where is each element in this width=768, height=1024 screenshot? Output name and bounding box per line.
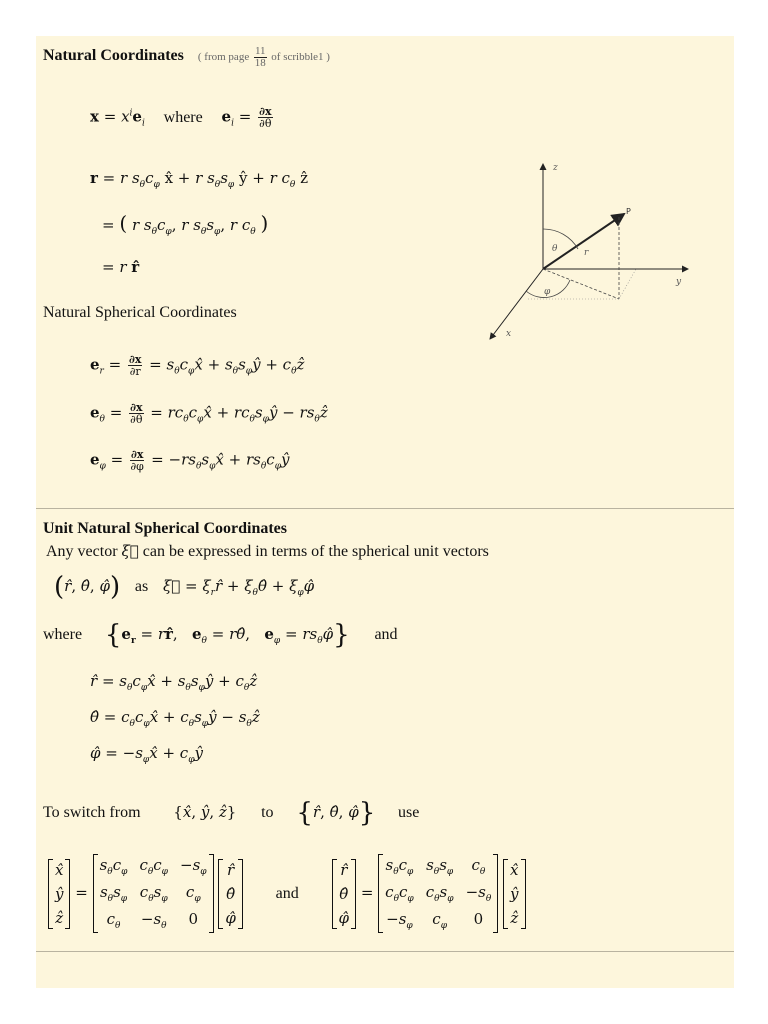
source-note-prefix: ( from page [197, 51, 250, 64]
basis-relation: where {$e_r$ = rr̂, $e_\theta$ = rθ̂, $e_\varphi$ = $rs_\theta\varphî$} and [43, 620, 398, 650]
eq1-fraction [258, 106, 272, 129]
rotation-matrix-1: $s_\theta c_\varphi$ $c_\theta c_\varphi$ $-s_\varphi$ $s_\theta s_\varphi$ $c_\theta s_\varphi$ $c_\varphi$ $c_\theta$ $-s_\theta$ 0 [93, 854, 214, 933]
eq1-sup: i [129, 108, 133, 119]
theta-arc [543, 229, 578, 249]
eq1-where: where [163, 108, 203, 126]
y-label: y [676, 277, 682, 287]
intro-b: can be expressed in terms of the spherical unit vectors [142, 543, 489, 560]
cartesian-vector-2: x̂ ŷ ẑ [503, 859, 525, 929]
equation-r-line2: = ( r $s_\theta c_\varphi$, r $s_\theta s_\varphi$, r $c_\theta$ ) [102, 211, 269, 237]
use-word: use [398, 804, 420, 821]
page-title: Natural Coordinates [43, 47, 184, 65]
unit-vectors-as: (r̂, θ̂, φ̂) as ξ⃗ = $\xi_rr̂$ + $\xi_\theta\thetâ$ + $\xi_\varphi\varphî$ [54, 572, 315, 602]
etheta-den: ∂θ [130, 413, 143, 426]
eq1-den: ∂θ [259, 117, 272, 130]
source-note-suffix: of scribble1 ) [271, 51, 330, 64]
page-title-row [43, 46, 330, 69]
position-vector [543, 214, 624, 269]
spherical-coordinate-diagram [476, 156, 696, 346]
er-fraction [128, 354, 142, 377]
page-den: 18 [254, 57, 266, 69]
section-unit-spherical-title: Unit Natural Spherical Coordinates [43, 520, 287, 537]
equation-thetahat: θ̂ = $c_\theta c_\varphi x̂$ + $c_\theta s_\varphi ŷ$ − $s_\theta ẑ$ [90, 708, 260, 729]
and-word: and [374, 626, 398, 643]
divider-1 [36, 508, 734, 509]
rotation-matrix-2: $s_\theta c_\varphi$ $s_\theta s_\varphi$ $c_\theta$ $c_\theta c_\varphi$ $c_\theta s_\varphi$ $-s_\theta$ $-s_\varphi$ $c_\varphi$ 0 [378, 854, 498, 933]
document-page [36, 36, 734, 988]
intro-a: Any vector [46, 543, 118, 560]
where-word: where [43, 626, 83, 643]
projection-radial [543, 269, 619, 299]
equation-er: $e_r$ = $\frac{\partial x}{\partial r}$ = $s_\theta c_\varphi x̂$ + $s_\theta s_\varphi ŷ$ + $c_\theta ẑ$ [90, 353, 305, 378]
x-label: x [506, 329, 512, 339]
projection-y [619, 269, 636, 299]
point-label: P [626, 207, 631, 216]
equation-r-line1: r = r $s_\theta c_\varphi$ x̂ + r $s_\theta s_\varphi$ ŷ + r $c_\theta$ ẑ [90, 169, 309, 190]
spherical-vector-2: r̂ θ̂ φ̂ [332, 859, 357, 929]
er-den: ∂r [129, 365, 141, 378]
equation-r-line3: = r r̂ [102, 258, 140, 276]
eq1-num: ∂x [259, 105, 272, 118]
source-note [197, 45, 330, 69]
equation-etheta: $e_\theta$ = $\frac{\partial x}{\partial\theta}$ = $rc_\theta c_\varphi x̂$ + $rc_\theta s_\varphi ŷ$ − $rs_\theta ẑ$ [90, 401, 328, 426]
as-word: as [134, 578, 149, 595]
and-word-2: and [275, 884, 299, 902]
page-fraction [254, 46, 267, 69]
ephi-den: ∂φ [130, 460, 144, 473]
equation-rhat: r̂ = $s_\theta c_\varphi x̂$ + $s_\theta s_\varphi ŷ$ + $c_\theta ẑ$ [90, 672, 258, 693]
etheta-fraction [129, 402, 143, 425]
to-word: to [261, 804, 274, 821]
theta-label: θ [552, 244, 558, 254]
section-natural-spherical-title: Natural Spherical Coordinates [43, 304, 237, 321]
er-num: ∂x [128, 353, 142, 366]
equation-x: $x = x^ie_i$ where $e_i$ = $\frac{\partial x}{\partial\theta}$ [90, 105, 272, 130]
ephi-num: ∂x [130, 448, 144, 461]
etheta-num: ∂x [130, 401, 143, 414]
divider-2 [36, 951, 734, 952]
switch-word: To switch from [43, 804, 141, 821]
r-label: r [584, 248, 589, 258]
cartesian-vector: x̂ ŷ ẑ [48, 859, 70, 929]
matrix-equation-1: x̂ ŷ ẑ = $s_\theta c_\varphi$ $c_\theta c_\varphi$ $-s_\varphi$ $s_\theta s_\varphi$ $c_\theta s_\varphi$ $c_\varphi$ $c_\theta$ $-s_\theta$ 0 r̂ θ̂ φ̂ and r̂ θ̂ φ̂ = $s_\theta c_\varphi$ $s_\theta s_\varphi$ $c_\theta$ $c_\theta c_\varphi$ $c_\theta s_\varphi$ $-s_\theta$ $-s_\varphi$ $c_\varphi$ 0 x̂ ŷ ẑ [48, 854, 526, 933]
equation-phihat: φ̂ = $-s_\varphi x̂$ + $c_\varphi ŷ$ [90, 744, 203, 765]
phi-label: φ [544, 287, 551, 297]
spherical-vector-1: r̂ θ̂ φ̂ [218, 859, 243, 929]
page-num: 11 [254, 45, 266, 57]
ephi-fraction [130, 449, 144, 472]
z-label: z [553, 163, 558, 173]
equation-ephi: $e_\varphi$ = $\frac{\partial x}{\partial\varphi}$ = $-rs_\theta s_\varphi x̂$ + $rs_\theta c_\varphi ŷ$ [90, 448, 290, 473]
switch-basis-line: To switch from {x̂, ŷ, ẑ} to {r̂, θ̂, φ̂} use [43, 798, 420, 828]
x-axis [490, 269, 543, 339]
unit-vector-intro: Any vector ξ⃗ can be expressed in terms of the spherical unit vectors [46, 542, 489, 560]
